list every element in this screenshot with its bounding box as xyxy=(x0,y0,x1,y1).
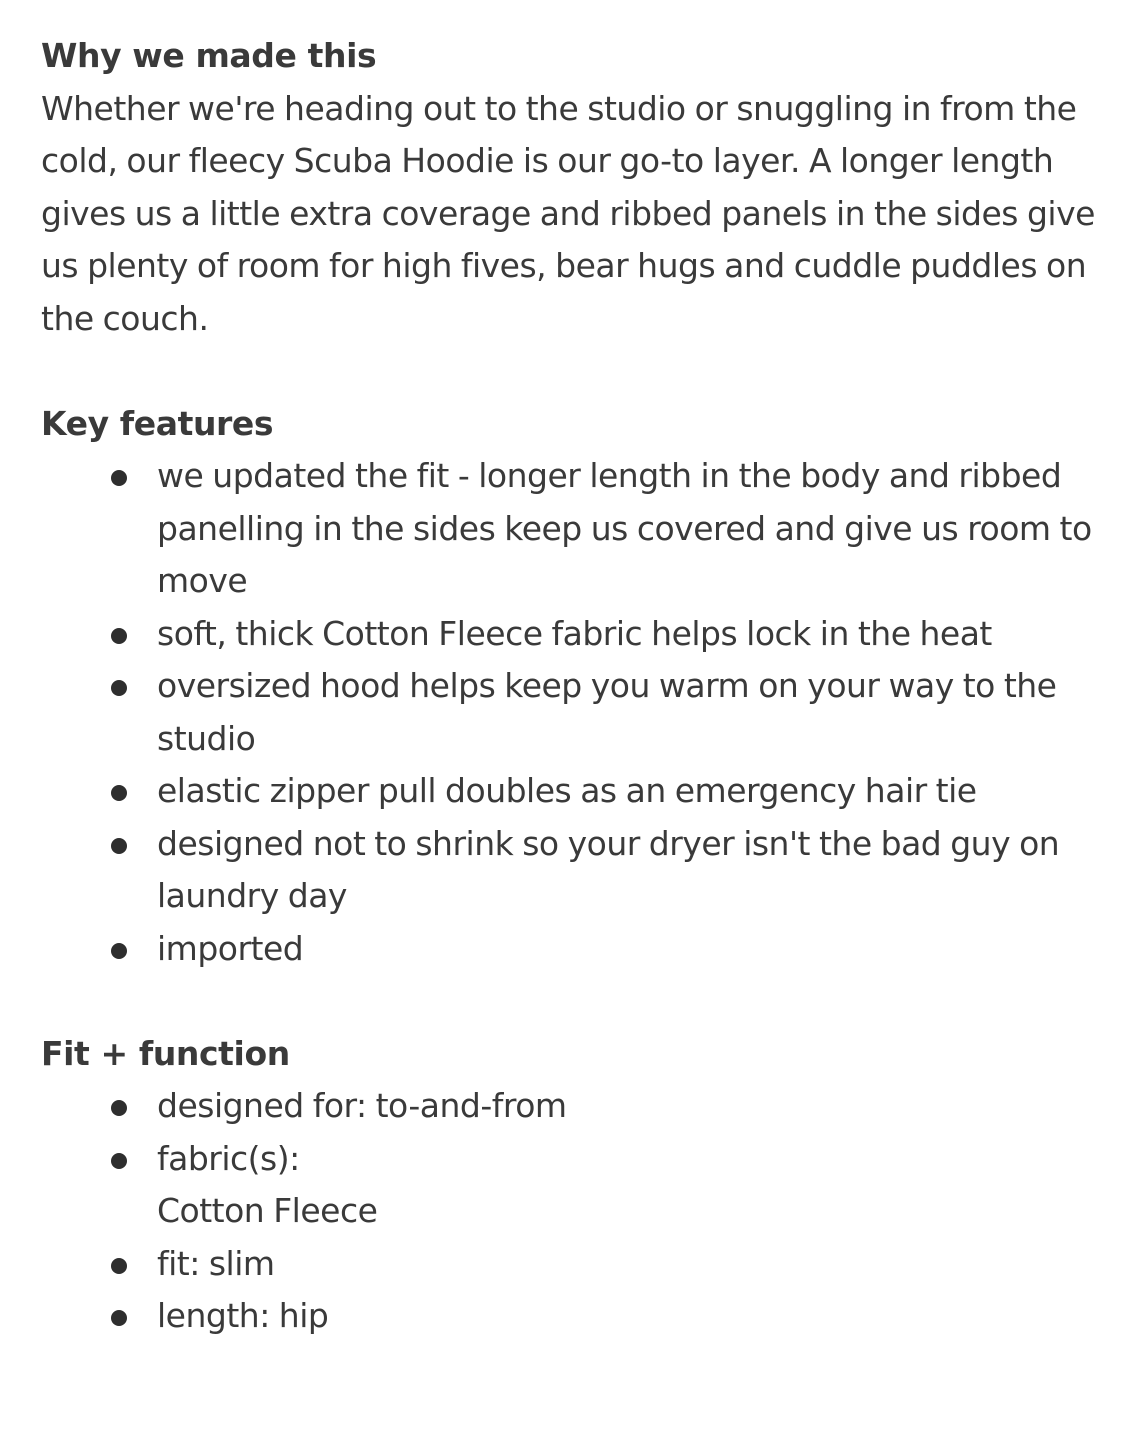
bullet-icon xyxy=(111,680,127,696)
fit-text: designed for: to-and-from xyxy=(157,1086,567,1125)
feature-text: oversized hood helps keep you warm on your way to the studio xyxy=(157,666,1057,758)
product-details xyxy=(41,30,1101,1343)
list-item xyxy=(41,765,1101,818)
bullet-icon xyxy=(111,785,127,801)
fit-text: fit: slim xyxy=(157,1243,275,1283)
fit-heading: Fit + function xyxy=(41,1033,290,1073)
bullet-icon xyxy=(111,943,127,959)
feature-text: we updated the fit - longer length in the body and ribbed panelling in the sides keep us covered and give us room to move xyxy=(157,456,1092,600)
list-item xyxy=(41,1238,1101,1291)
list-item xyxy=(41,1133,1101,1238)
list-item xyxy=(41,818,1101,923)
bullet-icon xyxy=(111,470,127,486)
feature-text: designed not to shrink so your dryer isn't the bad guy on laundry day xyxy=(157,823,1060,915)
list-item xyxy=(41,450,1101,608)
feature-text: soft, thick Cotton Fleece fabric helps lock in the heat xyxy=(157,613,992,653)
fit-text: fabric(s): xyxy=(157,1138,300,1178)
fit-list xyxy=(41,1080,1101,1343)
list-item xyxy=(41,608,1101,661)
feature-text: elastic zipper pull doubles as an emergency hair tie xyxy=(157,771,977,810)
bullet-icon xyxy=(111,1310,127,1326)
list-item xyxy=(41,1290,1101,1343)
features-list xyxy=(41,450,1101,975)
fit-detail: Cotton Fleece xyxy=(157,1191,378,1230)
bullet-icon xyxy=(111,1153,127,1169)
list-item xyxy=(41,660,1101,765)
bullet-icon xyxy=(111,838,127,854)
section-spacer xyxy=(41,345,1101,398)
features-heading: Key features xyxy=(41,403,274,443)
bullet-icon xyxy=(111,1258,127,1274)
list-item xyxy=(41,1080,1101,1133)
feature-text: imported xyxy=(157,928,304,968)
fit-text: length: hip xyxy=(157,1296,329,1335)
why-heading: Why we made this xyxy=(41,36,377,75)
bullet-icon xyxy=(111,628,127,644)
why-text: Whether we're heading out to the studio or snuggling in from the cold, our fleecy Scuba Hoodie is our go-to layer. A longer length gives us a little extra coverage and ribbed panels in the sides give us plenty of room for high fives, bear hugs and cuddle puddles on the couch. xyxy=(41,88,1095,338)
list-item xyxy=(41,923,1101,976)
bullet-icon xyxy=(111,1100,127,1116)
section-spacer xyxy=(41,975,1101,1028)
